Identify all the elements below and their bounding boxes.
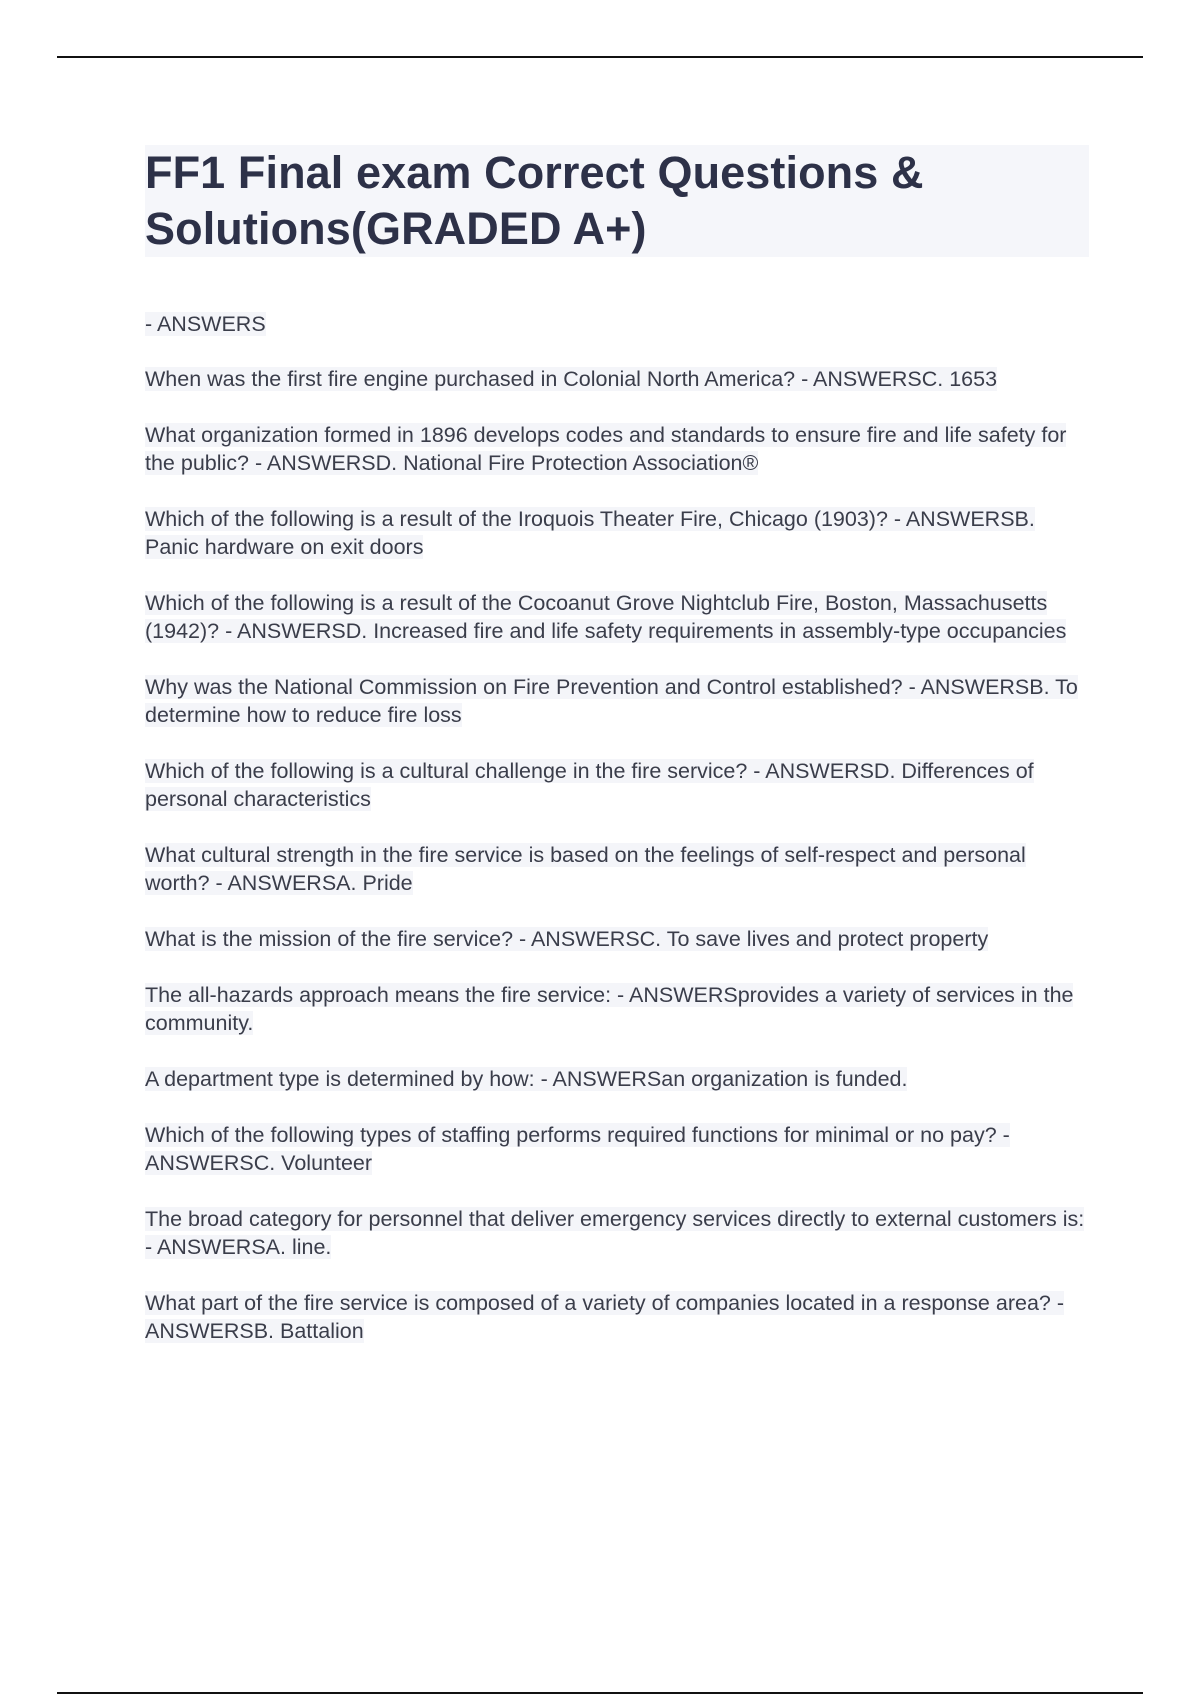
qa-item-text: Which of the following types of staffing performs required functions for minimal or no pay? - ANSWERSC. Volunteer <box>145 1123 1010 1175</box>
qa-item-text: A department type is determined by how: - ANSWERSan organization is funded. <box>145 1067 908 1091</box>
qa-item-2 <box>145 421 1089 477</box>
qa-item-text: When was the first fire engine purchased in Colonial North America? - ANSWERSC. 1653 <box>145 367 998 391</box>
qa-item-text: The broad category for personnel that deliver emergency services directly to external customers is: - ANSWERSA. line. <box>145 1207 1085 1259</box>
qa-item-text: Which of the following is a result of the Cocoanut Grove Nightclub Fire, Boston, Massachusetts (1942)? - ANSWERSD. Increased fire and life safety requirements in assembly-type occupancies <box>145 591 1067 643</box>
qa-item-text: The all-hazards approach means the fire service: - ANSWERSprovides a variety of services in the community. <box>145 983 1074 1035</box>
qa-item-6 <box>145 757 1089 813</box>
top-rule <box>57 56 1143 58</box>
qa-item-4 <box>145 589 1089 645</box>
qa-item-1 <box>145 365 1089 393</box>
qa-item-text: What part of the fire service is composed of a variety of companies located in a response area? - ANSWERSB. Battalion <box>145 1291 1064 1343</box>
qa-item-text: Why was the National Commission on Fire Prevention and Control established? - ANSWERSB. To determine how to reduce fire loss <box>145 675 1078 727</box>
qa-item-3 <box>145 505 1089 561</box>
qa-item-7 <box>145 841 1089 897</box>
qa-item-text: Which of the following is a result of the Iroquois Theater Fire, Chicago (1903)? - ANSWERSB. Panic hardware on exit doors <box>145 507 1035 559</box>
bottom-rule <box>57 1692 1143 1694</box>
qa-item-11 <box>145 1121 1089 1177</box>
answers-lead <box>145 310 1089 338</box>
qa-item-12 <box>145 1205 1089 1261</box>
qa-item-5 <box>145 673 1089 729</box>
qa-item-text: What organization formed in 1896 develops codes and standards to ensure fire and life safety for the public? - ANSWERSD. National Fire Protection Association® <box>145 423 1067 475</box>
qa-item-9 <box>145 981 1089 1037</box>
qa-item-8 <box>145 925 1089 953</box>
document-title: FF1 Final exam Correct Questions & Solutions(GRADED A+) <box>145 147 924 254</box>
qa-item-text: What cultural strength in the fire service is based on the feelings of self-respect and personal worth? - ANSWERSA. Pride <box>145 843 1026 895</box>
document-body <box>145 310 1089 1373</box>
qa-item-text: What is the mission of the fire service? - ANSWERSC. To save lives and protect property <box>145 927 989 951</box>
answers-lead-text: - ANSWERS <box>145 312 266 336</box>
qa-item-text: Which of the following is a cultural challenge in the fire service? - ANSWERSD. Differences of personal characteristics <box>145 759 1034 811</box>
title-block <box>145 145 1089 257</box>
qa-item-10 <box>145 1065 1089 1093</box>
qa-item-13 <box>145 1289 1089 1345</box>
